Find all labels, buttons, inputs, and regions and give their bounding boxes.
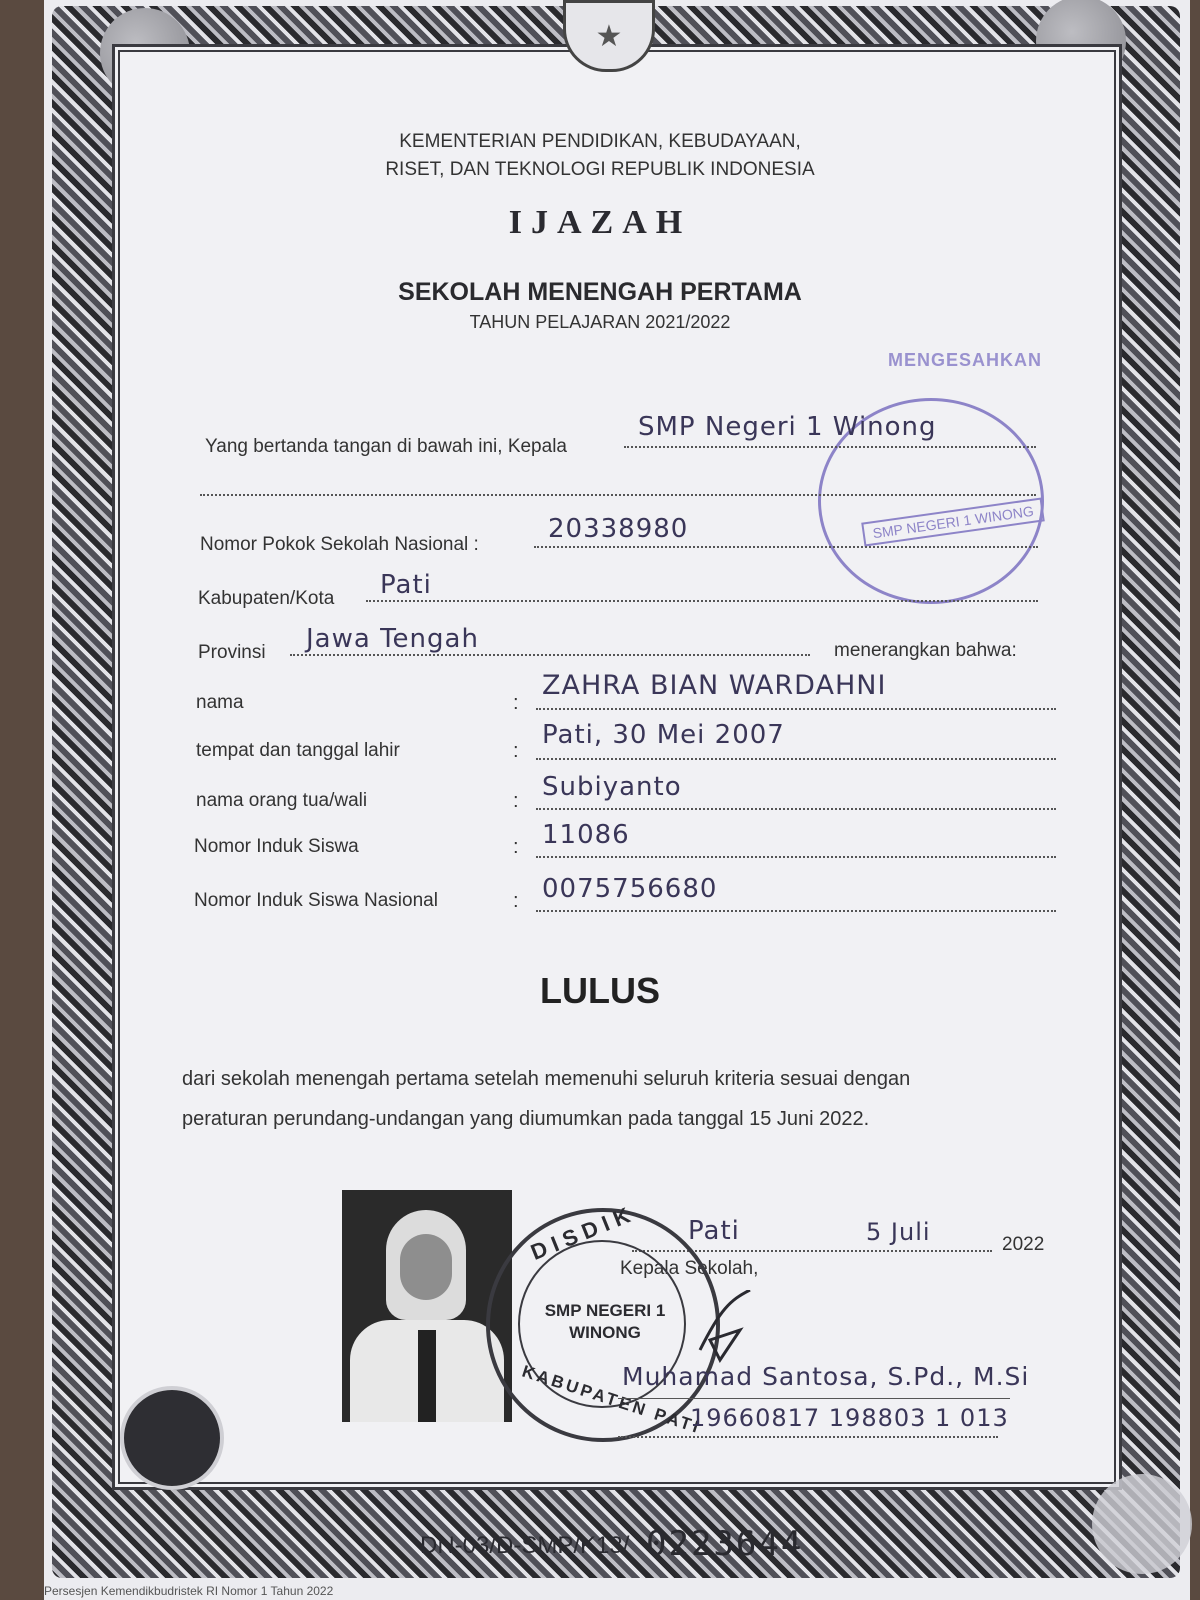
field-value-nisn: 0075756680 bbox=[542, 874, 718, 904]
stamp-center-text: SMP NEGERI 1 WINONG bbox=[544, 1301, 666, 1342]
document-title: IJAZAH bbox=[508, 204, 692, 241]
signature-scribble bbox=[690, 1290, 770, 1370]
nip-line bbox=[618, 1436, 998, 1438]
signatory-name: Muhamad Santosa, S.Pd., M.Si bbox=[622, 1362, 1030, 1391]
blank-line bbox=[200, 494, 1036, 496]
field-value-nis: 11086 bbox=[542, 820, 630, 850]
field-value-birth: Pati, 30 Mei 2007 bbox=[542, 720, 785, 750]
school-name-line bbox=[624, 446, 1036, 448]
legalization-stamp-text: SMP NEGERI 1 WINONG bbox=[861, 497, 1045, 546]
npsn-line bbox=[534, 546, 1038, 548]
province-label: Provinsi bbox=[198, 642, 266, 663]
serial-number: 0223644 bbox=[646, 1524, 804, 1564]
signature-place: Pati bbox=[688, 1216, 740, 1246]
declares-label: menerangkan bahwa: bbox=[834, 640, 1017, 661]
npsn-label: Nomor Pokok Sekolah Nasional : bbox=[200, 534, 479, 555]
intro-label: Yang bertanda tangan di bawah ini, Kepala bbox=[205, 436, 567, 457]
statement-line-2: peraturan perundang-undangan yang diumumkan pada tanggal 15 Juni 2022. bbox=[182, 1108, 870, 1130]
field-colon: : bbox=[513, 890, 519, 912]
signatory-nip: 19660817 198803 1 013 bbox=[690, 1404, 1009, 1432]
legalization-title: MENGESAHKAN bbox=[888, 350, 1043, 370]
field-label-nis: Nomor Induk Siswa bbox=[194, 836, 359, 857]
field-label-name: nama bbox=[196, 692, 244, 713]
regency-label: Kabupaten/Kota bbox=[198, 588, 335, 609]
academic-year: TAHUN PELAJARAN 2021/2022 bbox=[469, 312, 731, 332]
field-line bbox=[536, 856, 1056, 858]
field-value-name: ZAHRA BIAN WARDAHNI bbox=[542, 670, 887, 701]
province-line bbox=[290, 654, 810, 656]
regency-line bbox=[366, 600, 1038, 602]
garuda-emblem-icon: ★ bbox=[563, 0, 655, 72]
serial-prefix: DN-03/D-SMP/K13/ bbox=[420, 1532, 630, 1559]
regulation-footnote: Persesjen Kemendikbudristek RI Nomor 1 Tahun 2022 bbox=[44, 1584, 334, 1598]
field-line bbox=[536, 910, 1056, 912]
field-value-parent: Subiyanto bbox=[542, 772, 682, 802]
field-colon: : bbox=[513, 790, 519, 812]
school-name-value: SMP Negeri 1 Winong bbox=[638, 412, 937, 442]
ministry-line-1: KEMENTERIAN PENDIDIKAN, KEBUDAYAAN, bbox=[399, 131, 801, 152]
statement-line-1: dari sekolah menengah pertama setelah memenuhi seluruh kriteria sesuai dengan bbox=[182, 1068, 911, 1090]
field-line bbox=[536, 758, 1056, 760]
graduation-status: LULUS bbox=[540, 970, 660, 1011]
name-line bbox=[618, 1398, 1010, 1399]
province-value: Jawa Tengah bbox=[306, 624, 479, 654]
signature-day-month: 5 Juli bbox=[866, 1218, 931, 1246]
field-label-parent: nama orang tua/wali bbox=[196, 790, 368, 811]
field-label-birth: tempat dan tanggal lahir bbox=[196, 740, 400, 761]
ministry-line-2: RISET, DAN TEKNOLOGI REPUBLIK INDONESIA bbox=[385, 159, 815, 180]
field-line bbox=[536, 808, 1056, 810]
tut-wuri-handayani-logo bbox=[120, 1386, 224, 1490]
signature-role: Kepala Sekolah, bbox=[620, 1258, 759, 1279]
stamp-bottom-text: KABUPATEN PATI bbox=[519, 1361, 704, 1438]
school-level: SEKOLAH MENENGAH PERTAMA bbox=[398, 278, 802, 306]
regency-value: Pati bbox=[380, 570, 432, 600]
field-line bbox=[536, 708, 1056, 710]
copy-watermark-icon bbox=[1092, 1474, 1192, 1574]
signature-year: 2022 bbox=[1002, 1234, 1045, 1255]
npsn-value: 20338980 bbox=[548, 514, 689, 544]
field-label-nisn: Nomor Induk Siswa Nasional bbox=[194, 890, 438, 911]
stamp-top-text: DISDIK bbox=[527, 1200, 640, 1265]
field-colon: : bbox=[513, 692, 519, 714]
field-colon: : bbox=[513, 836, 519, 858]
field-colon: : bbox=[513, 740, 519, 762]
ministry-heading bbox=[0, 128, 1200, 184]
